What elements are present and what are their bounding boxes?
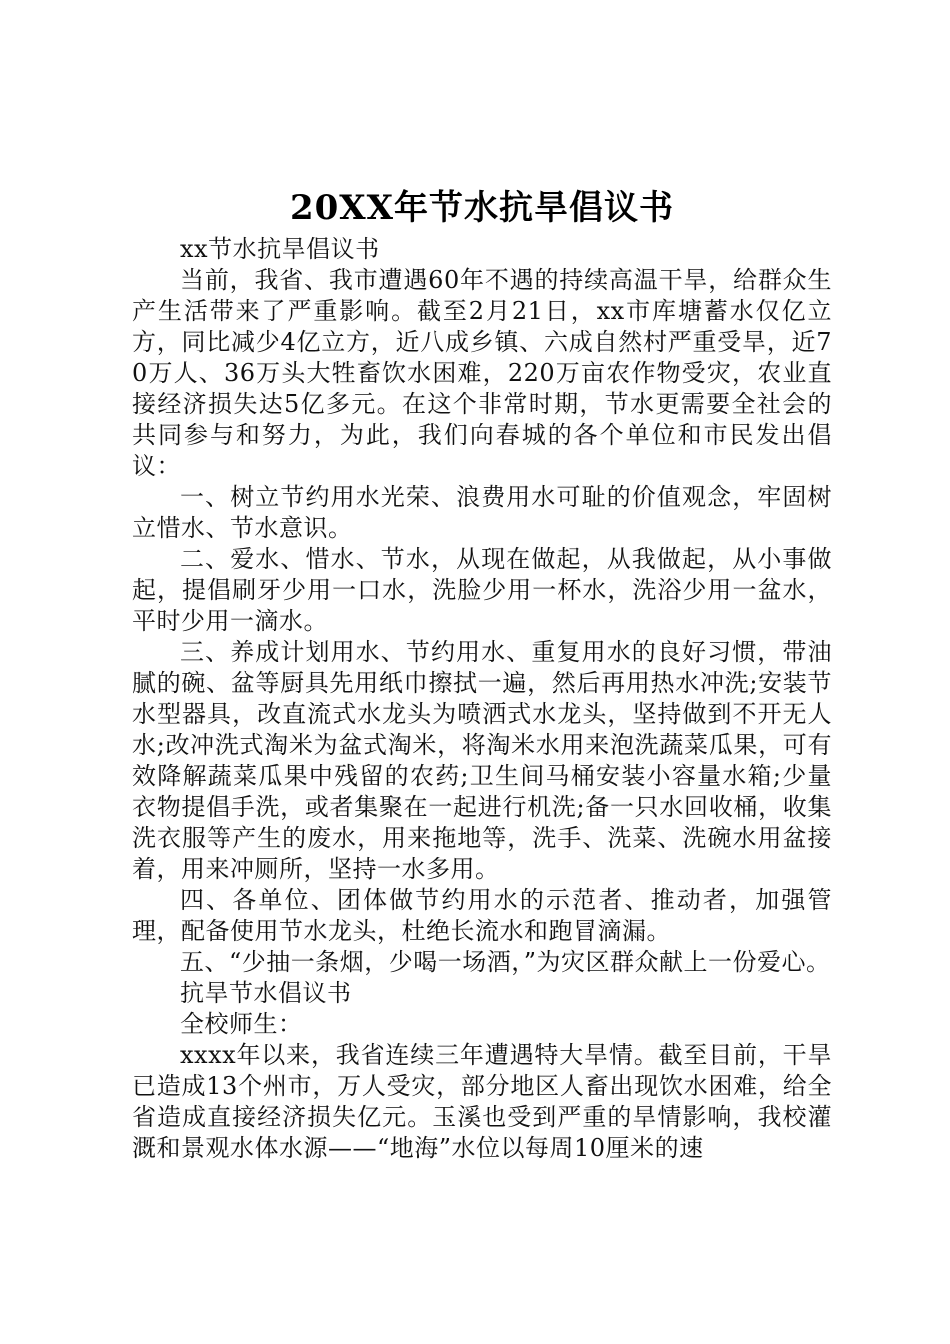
- paragraph-drought-situation: 当前，我省、我市遭遇60年不遇的持续高温干旱，给群众生产生活带来了严重影响。截至2月21日，xx市库塘蓄水仅亿立方，同比减少4亿立方，近八成乡镇、六成自然村严重受旱，近70万人、36万头大牲畜饮水困难，220万亩农作物受灾，农业直接经济损失达5亿多元。在这个非常时期，节水更需要全社会的共同参与和努力，为此，我们向春城的各个单位和市民发出倡议：: [132, 266, 832, 480]
- paragraph-school-drought: xxxx年以来，我省连续三年遭遇特大旱情。截至目前，干旱已造成13个州市，万人受灾，部分地区人畜出现饮水困难，给全省造成直接经济损失亿元。玉溪也受到严重的旱情影响，我校灌溉和景观水体水源——“地海”水位以每周10厘米的速: [132, 1041, 832, 1162]
- paragraph-proposal-1: 一、树立节约用水光荣、浪费用水可耻的价值观念，牢固树立惜水、节水意识。: [132, 483, 832, 542]
- salutation: 全校师生：: [180, 1010, 303, 1038]
- subheading-xx-proposal: xx节水抗旱倡议书: [180, 235, 380, 263]
- paragraph-proposal-4: 四、各单位、团体做节约用水的示范者、推动者，加强管理，配备使用节水龙头，杜绝长流水和跑冒滴漏。: [132, 886, 832, 945]
- document-body: [132, 186, 832, 1164]
- subheading-school-proposal: 抗旱节水倡议书: [180, 979, 352, 1007]
- document-title: 20XX年节水抗旱倡议书: [289, 188, 675, 228]
- paragraph-proposal-2: 二、爱水、惜水、节水，从现在做起，从我做起，从小事做起，提倡刷牙少用一口水，洗脸少用一杯水，洗浴少用一盆水，平时少用一滴水。: [132, 545, 832, 635]
- paragraph-proposal-3: 三、养成计划用水、节约用水、重复用水的良好习惯，带油腻的碗、盆等厨具先用纸巾擦拭一遍，然后再用热水冲洗;安装节水型器具，改直流式水龙头为喷洒式水龙头，坚持做到不开无人水;改冲洗式淘米为盆式淘米，将淘米水用来泡洗蔬菜瓜果，可有效降解蔬菜瓜果中残留的农药;卫生间马桶安装小容量水箱;少量衣物提倡手洗，或者集聚在一起进行机洗;备一只水回收桶，收集洗衣服等产生的废水，用来拖地等，洗手、洗菜、洗碗水用盆接着，用来冲厕所，坚持一水多用。: [132, 638, 832, 883]
- paragraph-proposal-5: 五、“少抽一条烟，少喝一场酒，”为灾区群众献上一份爱心。: [180, 948, 831, 976]
